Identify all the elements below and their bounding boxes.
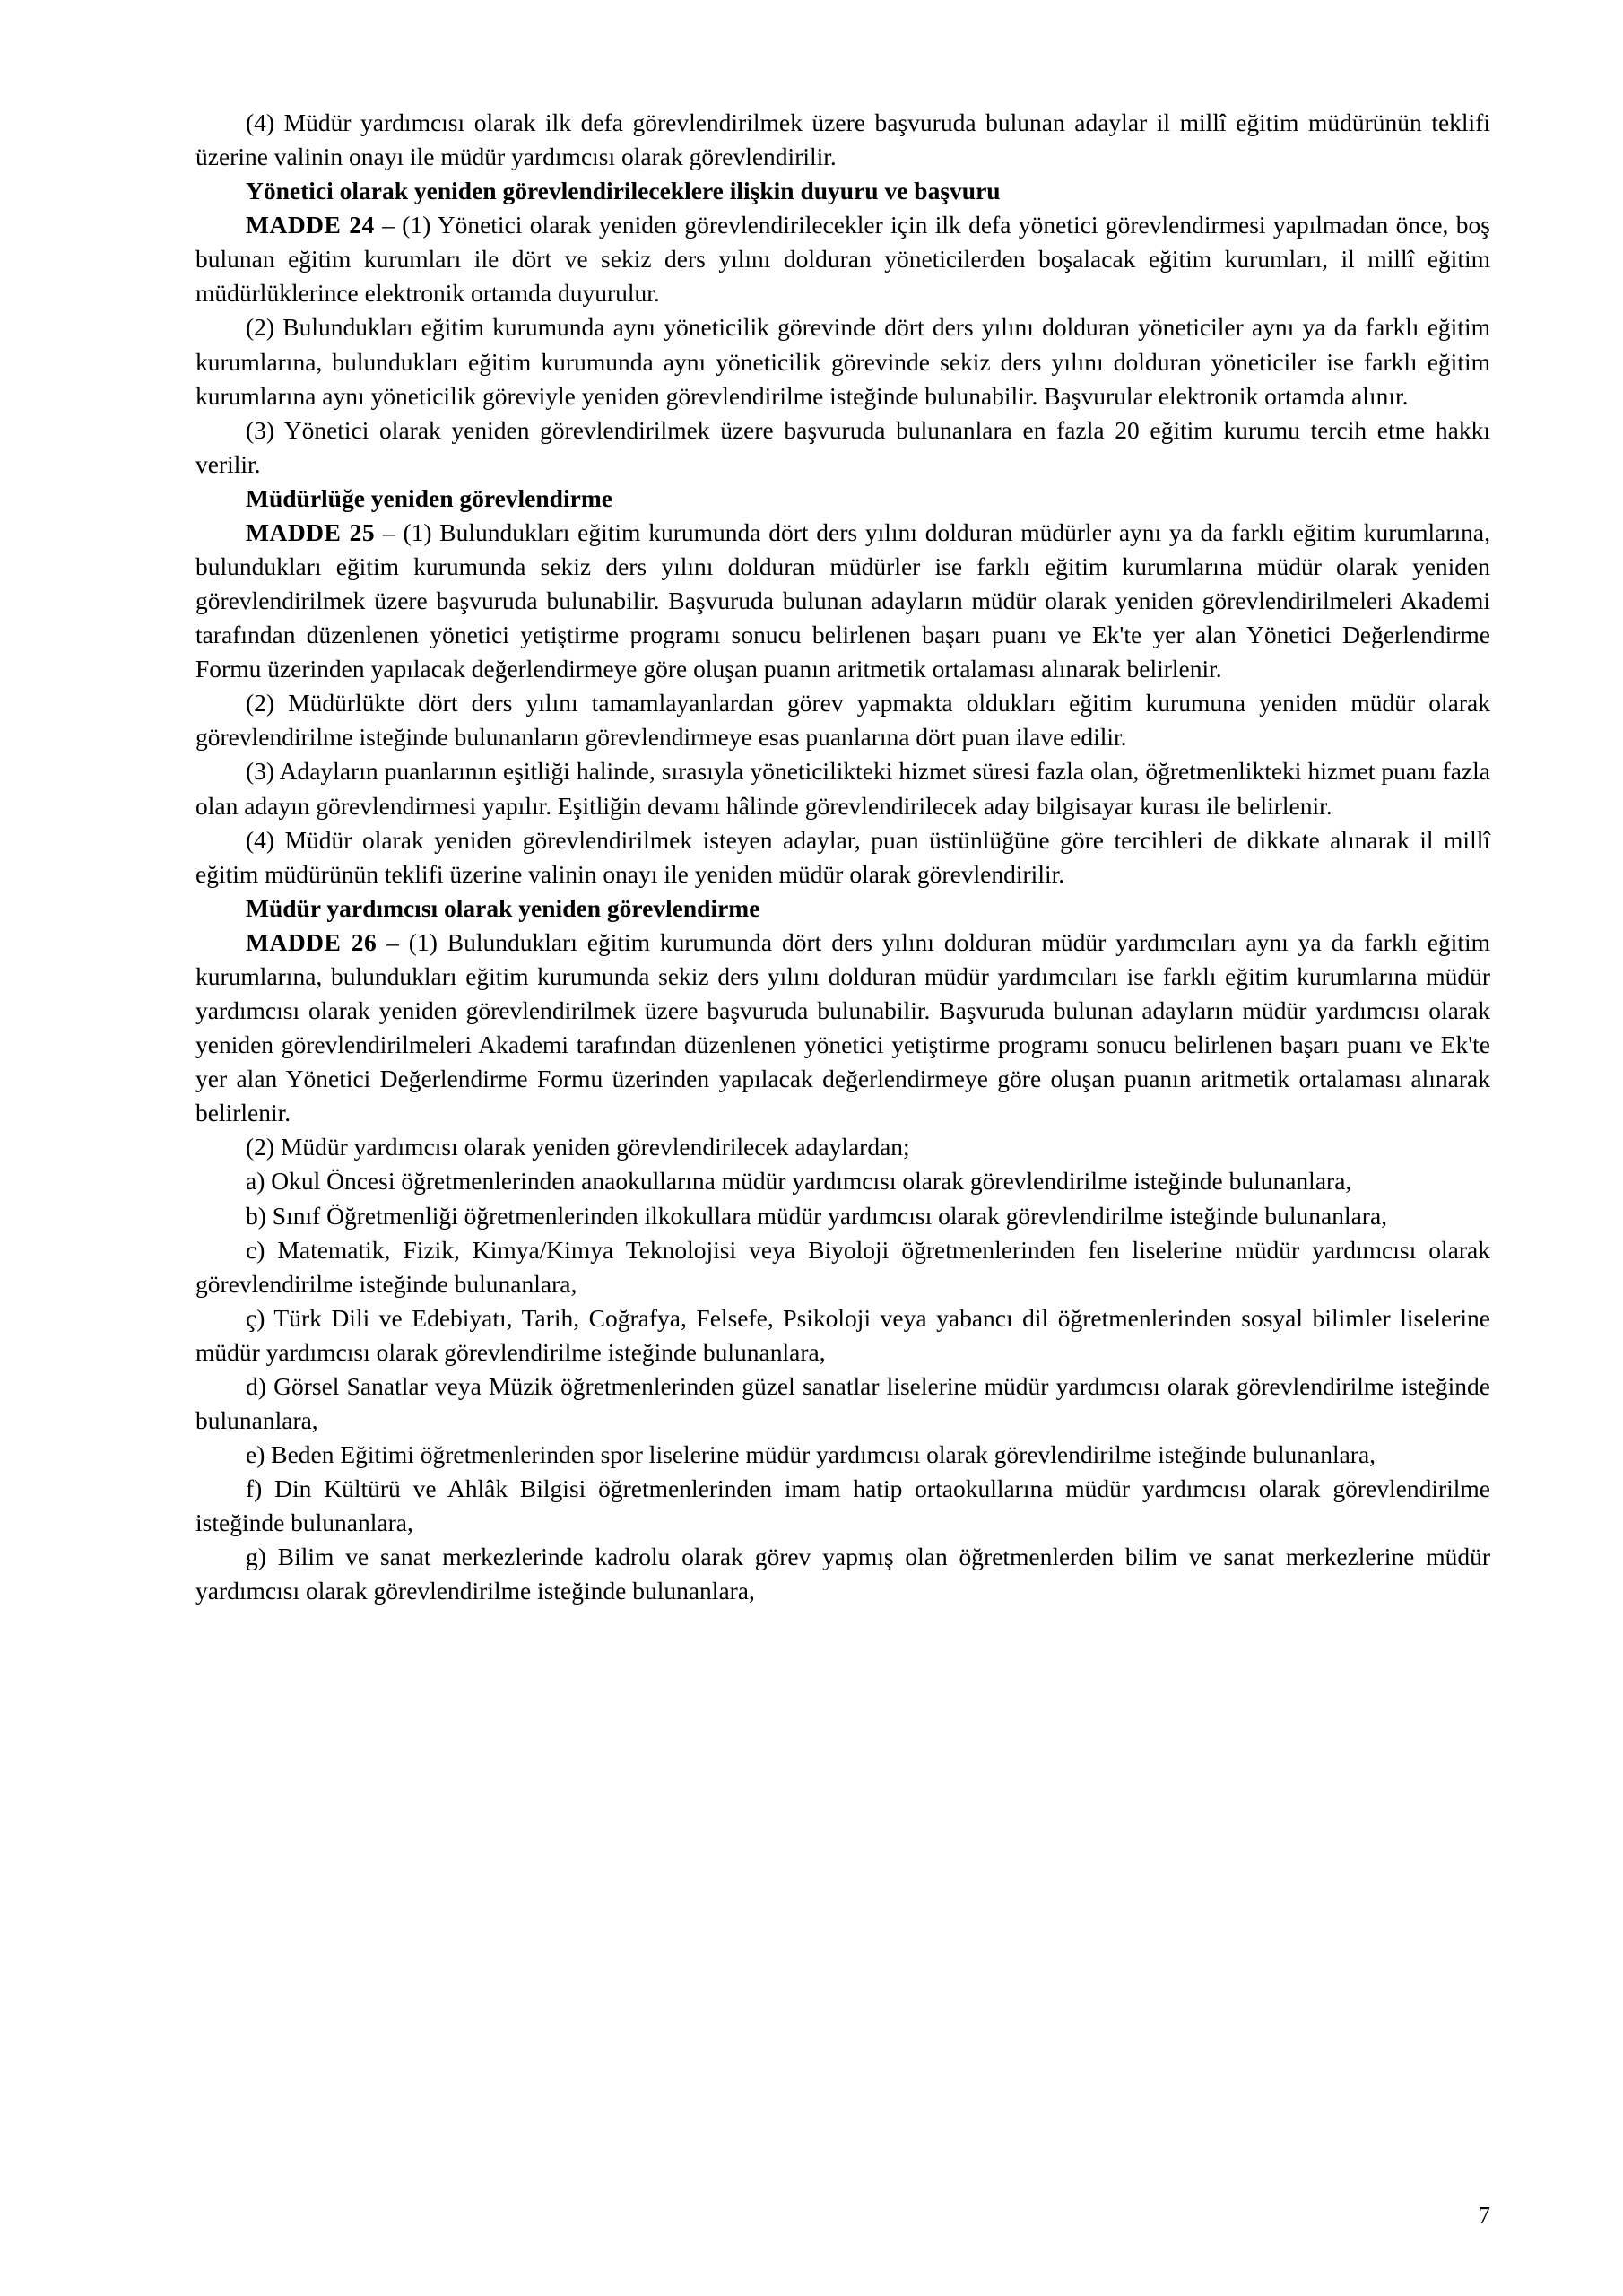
- paragraph: (2) Müdür yardımcısı olarak yeniden görevlendirilecek adaylardan;: [246, 1133, 910, 1161]
- article-dash: –: [374, 211, 403, 239]
- section-heading: Müdür yardımcısı olarak yeniden görevlendirme: [246, 893, 760, 922]
- paragraph: (2) Müdürlükte dört ders yılını tamamlayanlardan görev yapmakta oldukları eğitim kurumuna yeniden müdür olarak görevlendirilme isteğinde bulunanların görevlendirmeye esas puanlarına dört puan ilave edilir.: [195, 689, 1490, 752]
- paragraph: c) Matematik, Fizik, Kimya/Kimya Teknolojisi veya Biyoloji öğretmenlerinden fen liselerine müdür yardımcısı olarak görevlendirilme isteğinde bulunanlara,: [195, 1235, 1490, 1298]
- paragraph: f) Din Kültürü ve Ahlâk Bilgisi öğretmenlerinden imam hatip ortaokullarına müdür yardımcısı olarak görevlendirilme isteğinde bulunanlara,: [195, 1474, 1490, 1537]
- document-body: [195, 106, 1490, 1608]
- paragraph: a) Okul Öncesi öğretmenlerinden anaokullarına müdür yardımcısı olarak görevlendirilme isteğinde bulunanlara,: [246, 1167, 1352, 1196]
- paragraph: b) Sınıf Öğretmenliği öğretmenlerinden ilkokullara müdür yardımcısı olarak görevlendirilme isteğinde bulunanlara,: [246, 1201, 1388, 1230]
- paragraph: (3) Adayların puanlarının eşitliği halinde, sırasıyla yöneticilikteki hizmet süresi fazla olan, öğretmenlikteki hizmet puanı fazla olan adayın görevlendirmesi yapılır. Eşitliğin devamı hâlinde görevlendirilecek aday bilgisayar kurası ile belirlenir.: [195, 757, 1490, 820]
- paragraph: d) Görsel Sanatlar veya Müzik öğretmenlerinden güzel sanatlar liselerine müdür yardımcısı olarak görevlendirilme isteğinde bulunanlara,: [195, 1371, 1490, 1434]
- paragraph-text: (1) Bulundukları eğitim kurumunda dört ders yılını dolduran müdürler aynı ya da farklı eğitim kurumlarına, bulundukları eğitim kurumunda sekiz ders yılını dolduran müdürler ise farklı eğitim kurumlarına müdür olarak yeniden görevlendirilmek üzere başvuruda bulunabilir. Başvuruda bulunan adayların müdür olarak yeniden görevlendirilmeleri Akademi tarafından düzenlenen yönetici yetiştirme programı sonucu belirlenen başarı puanı ve Ek'te yer alan Yönetici Değerlendirme Formu üzerinden yapılacak değerlendirmeye göre oluşan puanın aritmetik ortalaması alınarak belirlenir.: [195, 517, 1491, 683]
- paragraph: e) Beden Eğitimi öğretmenlerinden spor liselerine müdür yardımcısı olarak görevlendirilme isteğinde bulunanlara,: [246, 1440, 1376, 1469]
- article-dash: –: [375, 517, 404, 546]
- paragraph: g) Bilim ve sanat merkezlerinde kadrolu olarak görev yapmış olan öğretmenlerden bilim ve sanat merkezlerine müdür yardımcısı olarak görevlendirilme isteğinde bulunanlara,: [195, 1543, 1490, 1605]
- article-dash: –: [377, 927, 409, 956]
- paragraph: [195, 516, 1490, 686]
- article-label: MADDE 24: [246, 211, 375, 239]
- paragraph: ç) Türk Dili ve Edebiyatı, Tarih, Coğrafya, Felsefe, Psikoloji veya yabancı dil öğretmenlerinden sosyal bilimler liselerine müdür yardımcısı olarak görevlendirilme isteğinde bulunanlara,: [195, 1303, 1490, 1366]
- paragraph: (4) Müdür yardımcısı olarak ilk defa görevlendirilmek üzere başvuruda bulunan adaylar il millî eğitim müdürünün teklifi üzerine valinin onayı ile müdür yardımcısı olarak görevlendirilir.: [195, 109, 1490, 171]
- paragraph-text: (1) Yönetici olarak yeniden görevlendirilecekler için ilk defa yönetici görevlendirmesi yapılmadan önce, boş bulunan eğitim kurumları ile dört ve sekiz ders yılını dolduran yöneticilerden boşalacak eğitim kurumları, il millî eğitim müdürlüklerince elektronik ortamda duyurulur.: [195, 211, 1490, 308]
- article-label: MADDE 26: [246, 927, 378, 956]
- article-label: MADDE 25: [246, 517, 376, 546]
- paragraph: (4) Müdür olarak yeniden görevlendirilmek isteyen adaylar, puan üstünlüğüne göre tercihleri de dikkate alınarak il millî eğitim müdürünün teklifi üzerine valinin onayı ile yeniden müdür olarak görevlendirilir.: [195, 825, 1490, 888]
- section-heading: Yönetici olarak yeniden görevlendirileceklere ilişkin duyuru ve başvuru: [246, 177, 1001, 205]
- paragraph: (3) Yönetici olarak yeniden görevlendirilmek üzere başvuruda bulunanlara en fazla 20 eğitim kurumu tercih etme hakkı verilir.: [195, 415, 1490, 478]
- section-heading: Müdürlüğe yeniden görevlendirme: [246, 483, 612, 512]
- paragraph: [195, 926, 1490, 1130]
- paragraph: (2) Bulundukları eğitim kurumunda aynı yöneticilik görevinde dört ders yılını dolduran yöneticiler aynı ya da farklı eğitim kurumlarına, bulundukları eğitim kurumunda aynı yöneticilik görevinde sekiz ders yılını dolduran yöneticiler ise farklı eğitim kurumlarına aynı yöneticilik göreviyle yeniden görevlendirilme isteğinde bulunabilir. Başvurular elektronik ortamda alınır.: [195, 313, 1490, 410]
- page-number: 7: [1478, 2202, 1490, 2229]
- paragraph-text: (1) Bulundukları eğitim kurumunda dört ders yılını dolduran müdür yardımcıları aynı ya da farklı eğitim kurumlarına, bulundukları eğitim kurumunda sekiz ders yılını dolduran müdür yardımcıları ise farklı eğitim kurumlarına müdür yardımcısı olarak yeniden görevlendirilmek üzere başvuruda bulunabilir. Başvuruda bulunan adayların müdür yardımcısı olarak yeniden görevlendirilmeleri Akademi tarafından düzenlenen yönetici yetiştirme programı sonucu belirlenen başarı puanı ve Ek'te yer alan Yönetici Değerlendirme Formu üzerinden yapılacak değerlendirmeye göre oluşan puanın aritmetik ortalaması alınarak belirlenir.: [195, 927, 1490, 1127]
- paragraph: [195, 208, 1490, 310]
